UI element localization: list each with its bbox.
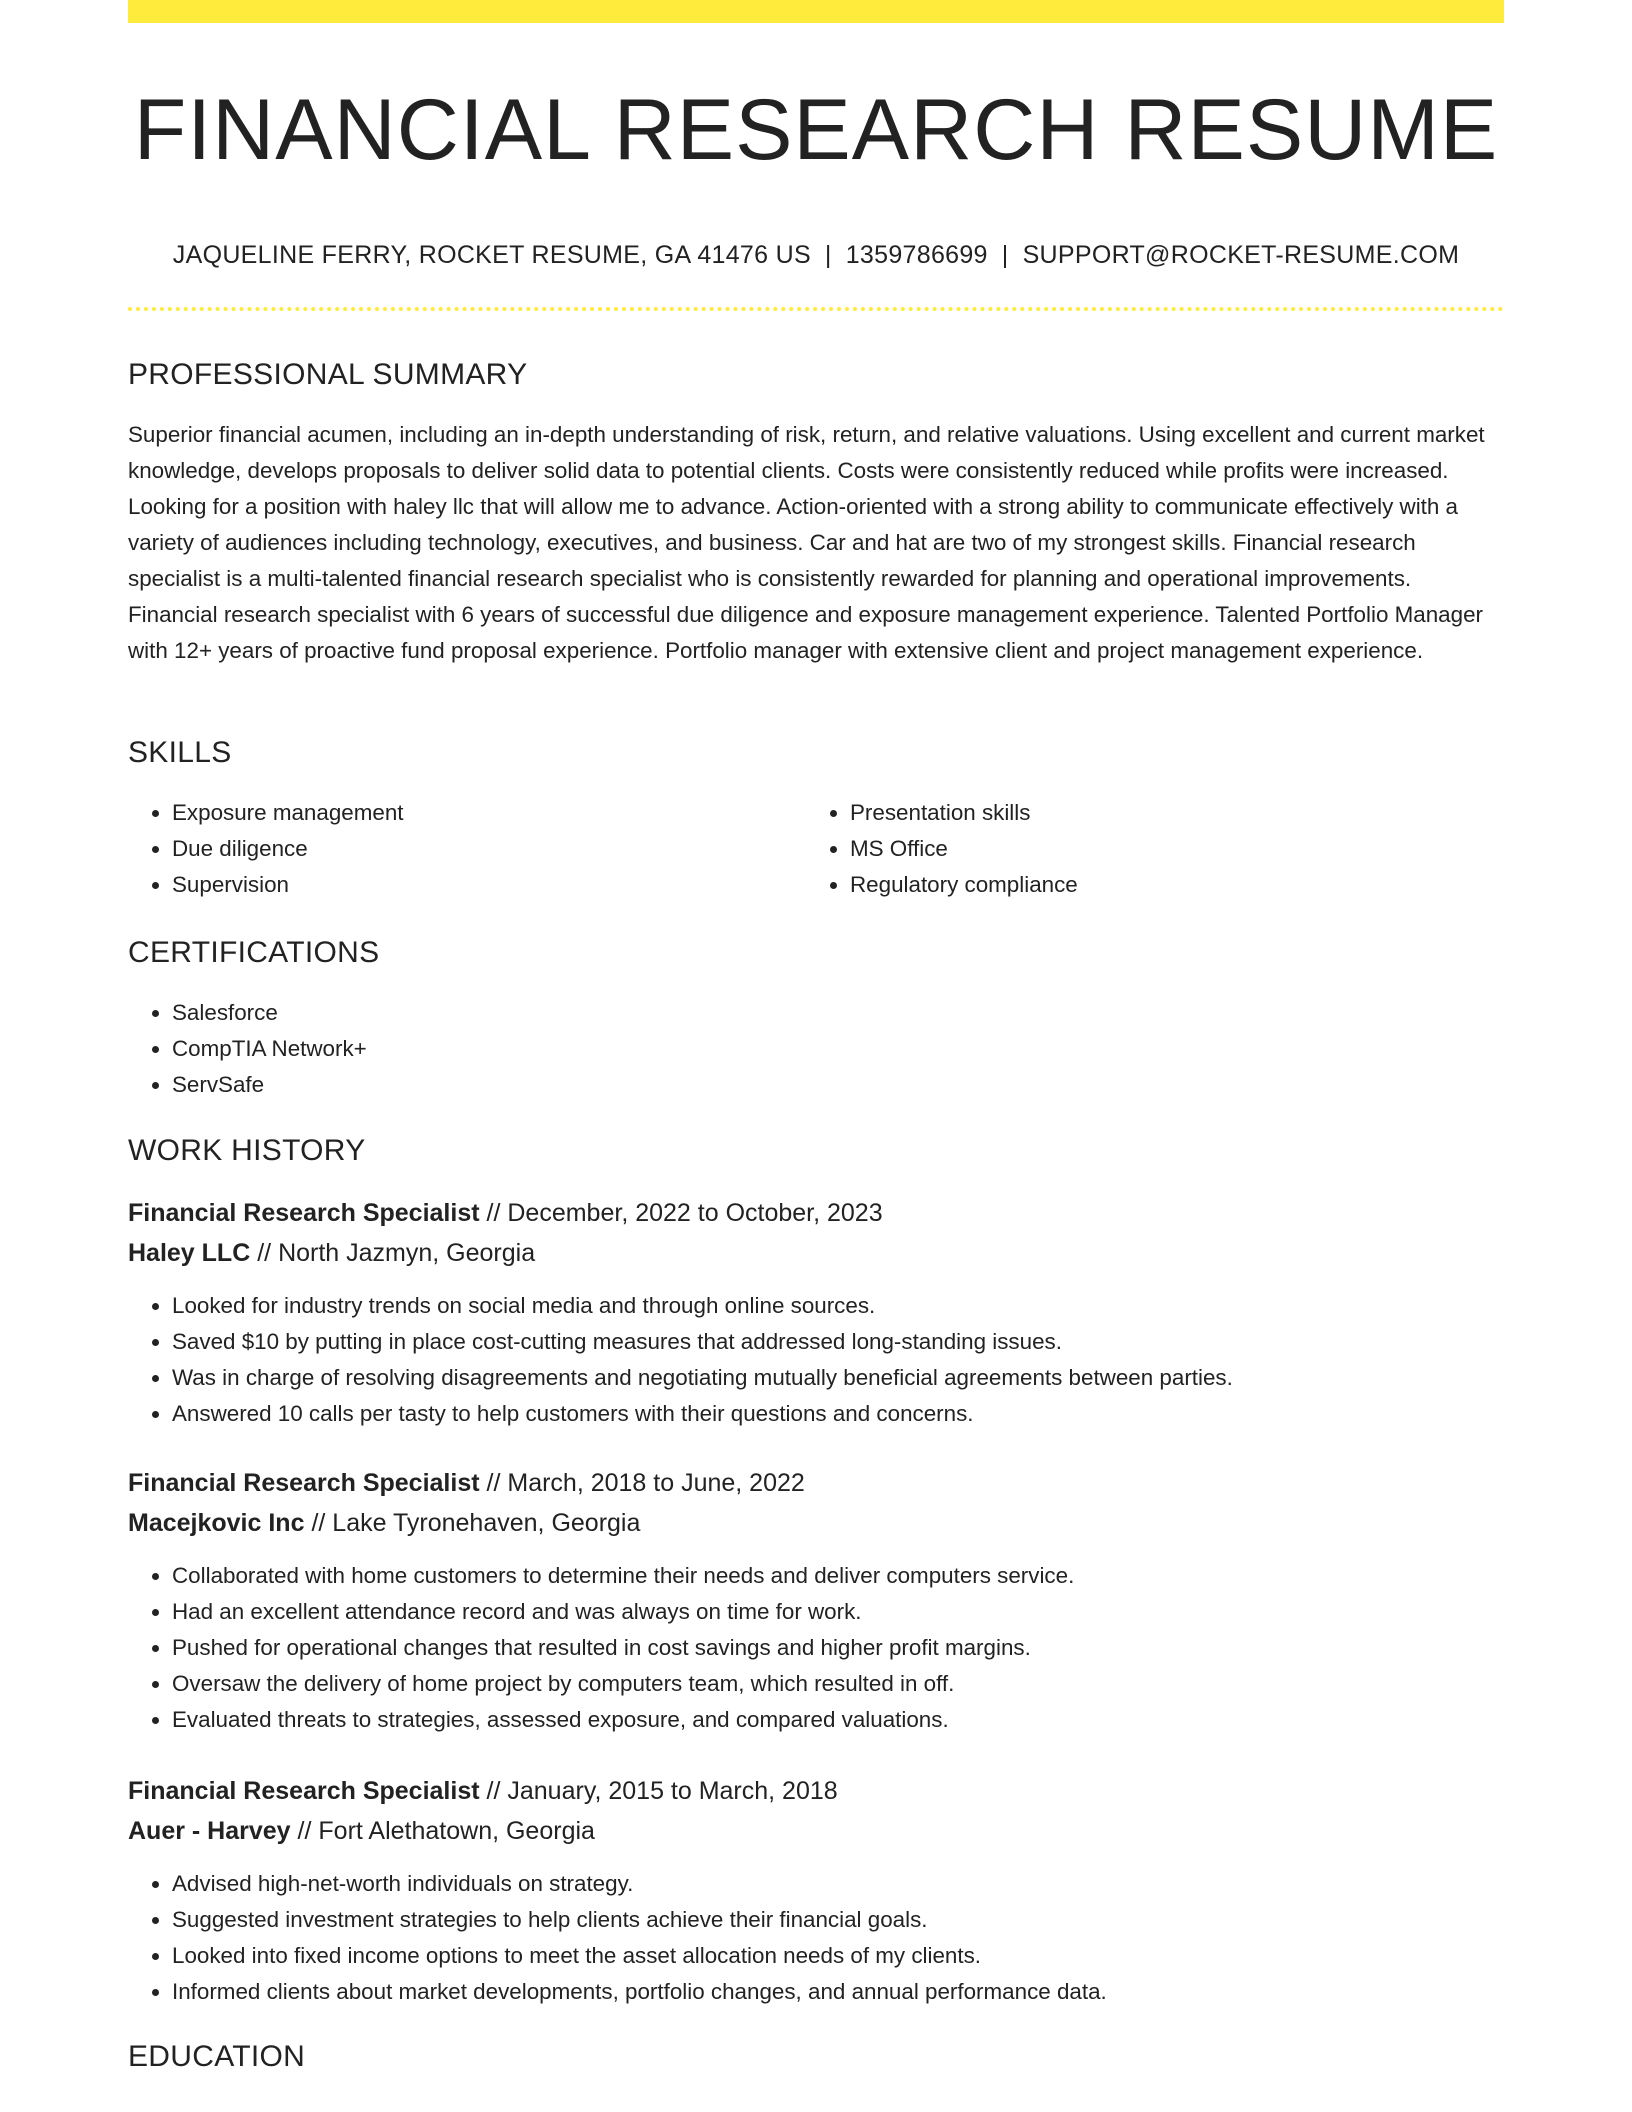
job-bullet: • Looked into fixed income options to meet the asset allocation needs of my clients. (172, 1938, 1502, 1974)
job-bullets (128, 1288, 1502, 1432)
job-title: Financial Research Specialist (128, 1469, 480, 1497)
job-divider: // (257, 1239, 272, 1267)
job-company-line (128, 1233, 1504, 1273)
work-history-heading: WORK HISTORY (128, 1134, 366, 1167)
summary-text: Superior financial acumen, including an in-depth understanding of risk, return, and relative valuations. Using excellent and current market knowledge, develops proposals to deliver solid data to potential clients. Costs were consistently reduced while profits were increased. Looking for a position with haley llc that will allow me to advance. Action-oriented with a strong ability to communicate effectively with a variety of audiences including technology, executives, and business. Car and hat are two of my strongest skills. Financial research specialist is a multi-talented financial research specialist who is consistently rewarded for planning and operational improvements. Financial research specialist with 6 years of successful due diligence and exposure management experience. Talented Portfolio Manager with 12+ years of proactive fund proposal experience. Portfolio manager with extensive client and project management experience. (128, 422, 1485, 663)
contact-address: JAQUELINE FERRY, ROCKET RESUME, GA 41476 US (172, 241, 811, 269)
skills-heading: SKILLS (128, 736, 232, 769)
skill-item: • Regulatory compliance (850, 867, 1470, 903)
contact-email: SUPPORT@ROCKET-RESUME.COM (1022, 241, 1460, 269)
job-bullet: • Answered 10 calls per tasty to help customers with their questions and concerns. (172, 1396, 1502, 1432)
job-bullet: • Looked for industry trends on social media and through online sources. (172, 1288, 1502, 1324)
job-title: Financial Research Specialist (128, 1777, 480, 1805)
job-bullet: • Informed clients about market developments, portfolio changes, and annual performance data. (172, 1974, 1502, 2010)
job-bullet: • Saved $10 by putting in place cost-cutting measures that addressed long-standing issues. (172, 1324, 1502, 1360)
contact-line (128, 238, 1504, 272)
job-divider: // (486, 1777, 501, 1805)
job-company-line (128, 1503, 1504, 1543)
dotted-divider (128, 307, 1504, 311)
skill-item: • MS Office (850, 831, 1470, 867)
job-company: Auer - Harvey (128, 1817, 291, 1845)
contact-phone: 1359786699 (845, 241, 988, 269)
skills-list-left (128, 795, 792, 903)
job-dates: March, 2018 to June, 2022 (507, 1469, 805, 1497)
certifications-heading: CERTIFICATIONS (128, 936, 380, 969)
certification-item: • ServSafe (172, 1067, 1472, 1103)
job-company: Macejkovic Inc (128, 1509, 305, 1537)
accent-top-bar (128, 0, 1504, 23)
job-location: North Jazmyn, Georgia (278, 1239, 536, 1267)
job-title-line (128, 1193, 1504, 1233)
job-bullet: • Had an excellent attendance record and was always on time for work. (172, 1594, 1502, 1630)
certification-item: • CompTIA Network+ (172, 1031, 1472, 1067)
education-heading: EDUCATION (128, 2040, 306, 2073)
job-bullet: • Advised high-net-worth individuals on strategy. (172, 1866, 1502, 1902)
job-location: Fort Alethatown, Georgia (318, 1817, 595, 1845)
job-divider: // (297, 1817, 312, 1845)
resume-title: FINANCIAL RESEARCH RESUME (133, 82, 1499, 178)
skill-item: • Due diligence (172, 831, 792, 867)
job-company: Haley LLC (128, 1239, 251, 1267)
skill-item: • Supervision (172, 867, 792, 903)
job-divider: // (486, 1199, 501, 1227)
job-divider: // (486, 1469, 501, 1497)
contact-separator: | (824, 241, 832, 269)
job-title-line (128, 1463, 1504, 1503)
job-bullet: • Evaluated threats to strategies, assessed exposure, and compared valuations. (172, 1702, 1502, 1738)
job-bullets (128, 1866, 1502, 2010)
certification-item: • Salesforce (172, 995, 1472, 1031)
job-bullet: • Collaborated with home customers to determine their needs and deliver computers service. (172, 1558, 1502, 1594)
job-location: Lake Tyronehaven, Georgia (332, 1509, 641, 1537)
summary-heading: PROFESSIONAL SUMMARY (128, 358, 528, 391)
job-bullet: • Suggested investment strategies to help clients achieve their financial goals. (172, 1902, 1502, 1938)
job-dates: December, 2022 to October, 2023 (507, 1199, 883, 1227)
skill-item: • Exposure management (172, 795, 792, 831)
skill-item: • Presentation skills (850, 795, 1470, 831)
job-bullet: • Pushed for operational changes that resulted in cost savings and higher profit margins. (172, 1630, 1502, 1666)
job-title: Financial Research Specialist (128, 1199, 480, 1227)
job-title-line (128, 1771, 1504, 1811)
skills-list-right (806, 795, 1470, 903)
contact-separator: | (1001, 241, 1009, 269)
job-company-line (128, 1811, 1504, 1851)
job-bullet: • Oversaw the delivery of home project by computers team, which resulted in off. (172, 1666, 1502, 1702)
job-divider: // (311, 1509, 326, 1537)
certifications-list (128, 995, 1472, 1103)
job-bullet: • Was in charge of resolving disagreements and negotiating mutually beneficial agreements between parties. (172, 1360, 1502, 1396)
job-dates: January, 2015 to March, 2018 (507, 1777, 838, 1805)
job-bullets (128, 1558, 1502, 1738)
